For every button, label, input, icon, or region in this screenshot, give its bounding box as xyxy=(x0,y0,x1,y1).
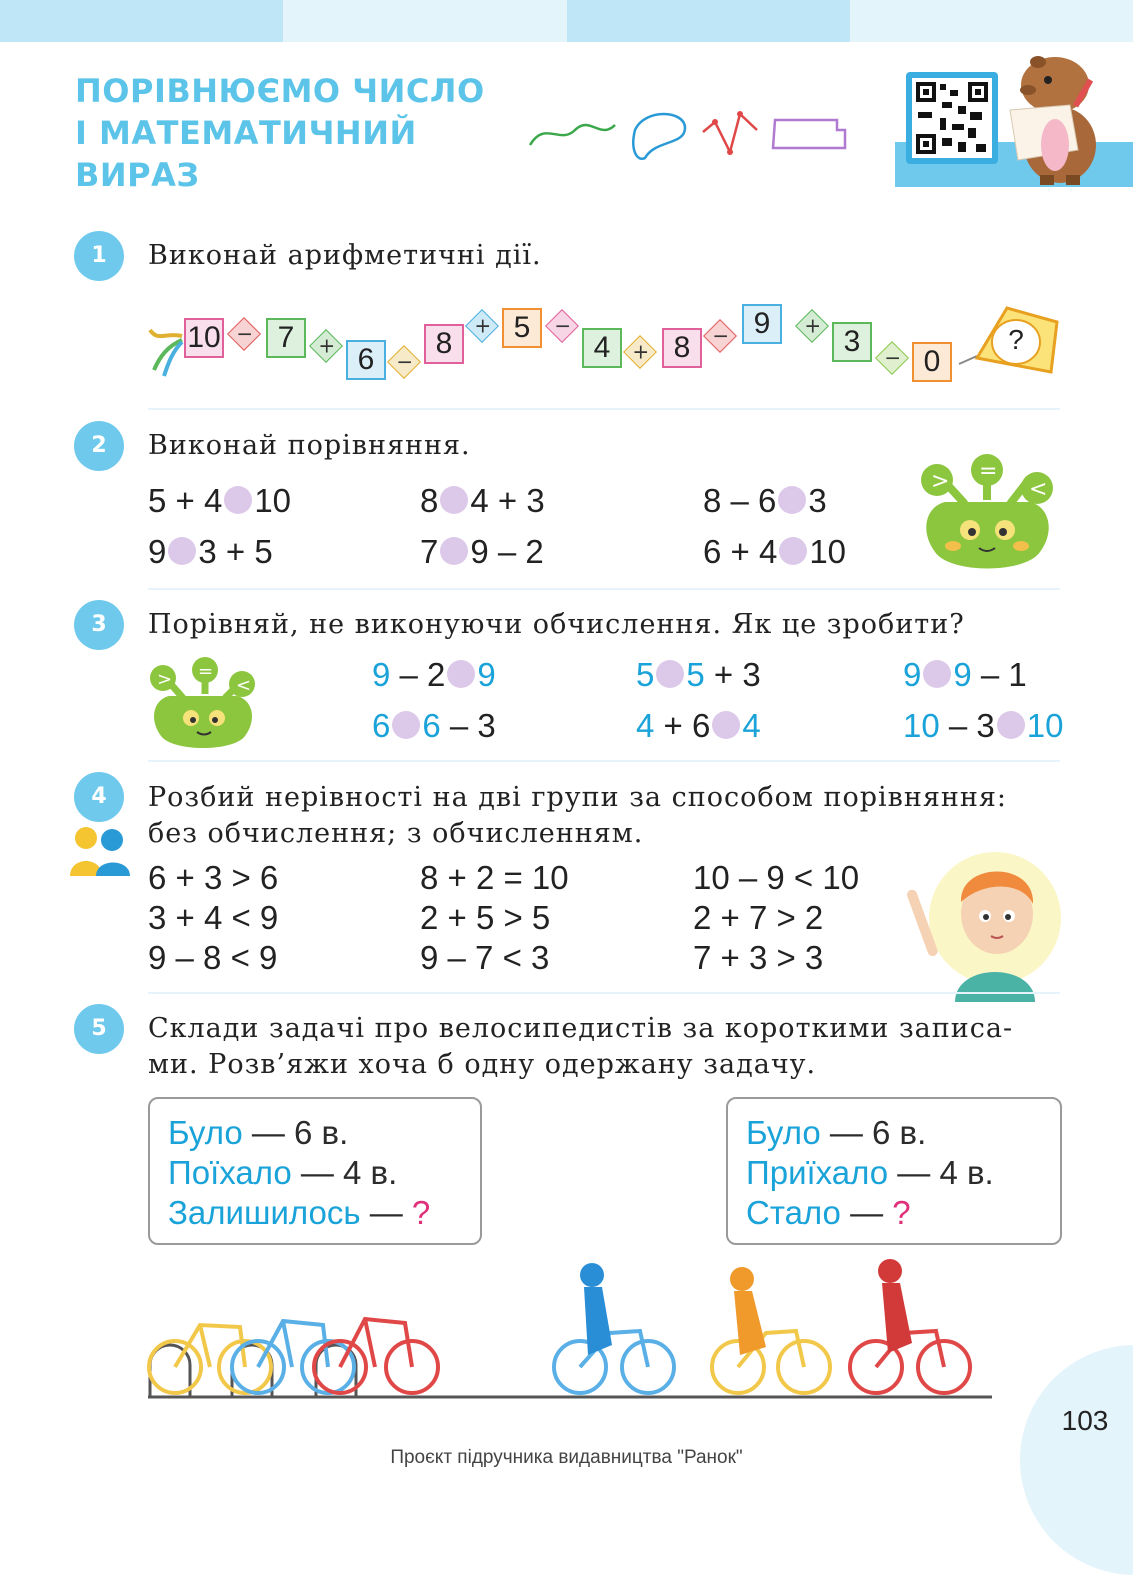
top-bar-segment xyxy=(567,0,850,42)
expr-left: 6 + 4 xyxy=(703,533,778,570)
compare-dot[interactable] xyxy=(224,486,252,514)
line-shapes-illustration xyxy=(525,100,855,170)
record-label: Приїхало xyxy=(746,1154,889,1191)
record-value: — 6 в. xyxy=(820,1114,927,1151)
expr-part: 9 xyxy=(903,656,922,693)
inequality-column xyxy=(693,858,859,978)
compare-dot[interactable] xyxy=(778,486,806,514)
instruction-line: Склади задачі про велосипедистів за короткими записа- xyxy=(148,1013,1014,1044)
expr-part: – 3 xyxy=(440,707,496,744)
inequality: 9 – 8 < 9 xyxy=(148,939,278,976)
task-number-badge: 1 xyxy=(74,231,124,281)
record-line xyxy=(746,1153,994,1193)
chain-operator-diamond xyxy=(795,309,829,343)
record-value: — xyxy=(360,1194,412,1231)
expr-left: 8 – 6 xyxy=(703,482,777,519)
chain-number-box: 9 xyxy=(742,304,782,344)
short-record-box-left xyxy=(148,1097,482,1245)
expr-part: 10 xyxy=(1026,707,1064,744)
comparison-expression xyxy=(636,706,761,746)
record-line xyxy=(168,1113,430,1153)
chain-operator-diamond xyxy=(309,329,343,363)
svg-text:=: = xyxy=(198,661,214,682)
record-label: Поїхало xyxy=(168,1154,292,1191)
record-label: Стало xyxy=(746,1194,841,1231)
inequality: 8 + 2 = 10 xyxy=(420,859,569,896)
title-line: І МАТЕМАТИЧНИЙ xyxy=(75,114,417,152)
expr-part: 4 xyxy=(742,707,761,744)
kite-question-mark: ? xyxy=(1008,324,1024,355)
compare-dot[interactable] xyxy=(656,660,684,688)
comparison-expression xyxy=(148,532,273,572)
top-bar-segment xyxy=(0,0,283,42)
comparison-expression xyxy=(636,655,761,695)
inequality: 6 + 3 > 6 xyxy=(148,859,279,896)
expr-part: 6 xyxy=(372,707,391,744)
section-divider xyxy=(148,992,1060,994)
green-monster-mascot-small-illustration xyxy=(145,654,260,750)
title-line: ВИРАЗ xyxy=(75,156,200,194)
comparison-expression xyxy=(420,481,545,521)
chain-operator: + xyxy=(474,313,492,338)
compare-dot[interactable] xyxy=(440,486,468,514)
svg-text:>: > xyxy=(157,669,173,690)
task-number-badge: 2 xyxy=(74,421,124,471)
expr-right: 4 + 3 xyxy=(470,482,545,519)
chain-operator: − xyxy=(396,349,414,374)
expr-part: 6 xyxy=(422,707,441,744)
expr-part: 9 xyxy=(372,656,391,693)
chain-number-box: 10 xyxy=(184,318,224,358)
comparison-expression xyxy=(703,532,846,572)
chain-number-box: 6 xyxy=(346,340,386,380)
qr-code-frame[interactable] xyxy=(906,72,998,164)
svg-text:>: > xyxy=(931,469,950,494)
record-line xyxy=(168,1193,430,1233)
chain-number-box: 7 xyxy=(266,318,306,358)
pair-work-icon xyxy=(68,826,132,878)
expr-left: 7 xyxy=(420,533,439,570)
cyclists-illustration xyxy=(140,1255,1000,1405)
record-label: Залишилось xyxy=(168,1194,361,1231)
task-instruction: Виконай арифметичні дії. xyxy=(148,240,542,271)
chain-number-box: 5 xyxy=(502,308,542,348)
instruction-line: без обчислення; з обчисленням. xyxy=(148,818,644,849)
expr-right: 10 xyxy=(809,533,847,570)
record-value: — 4 в. xyxy=(291,1154,398,1191)
chain-number-box: 8 xyxy=(424,324,464,364)
task-instruction: Виконай порівняння. xyxy=(148,430,471,461)
expr-part: 5 xyxy=(686,656,705,693)
record-value: — xyxy=(840,1194,893,1231)
compare-dot[interactable] xyxy=(779,537,807,565)
green-monster-mascot-illustration xyxy=(915,452,1060,574)
chain-operator: + xyxy=(318,333,336,358)
expr-left: 8 xyxy=(420,482,439,519)
chain-operator: − xyxy=(236,321,254,346)
record-line xyxy=(746,1193,994,1233)
chain-operator: + xyxy=(804,313,822,338)
expr-part: 10 xyxy=(903,707,940,744)
chain-operator: − xyxy=(884,345,902,370)
expr-part: + 6 xyxy=(654,707,711,744)
inequality: 2 + 7 > 2 xyxy=(693,899,824,936)
inequality: 3 + 4 < 9 xyxy=(148,899,279,936)
title-line: ПОРІВНЮЄМО ЧИСЛО xyxy=(75,72,485,110)
chain-operator-diamond xyxy=(387,345,421,379)
capybara-mascot-illustration xyxy=(1000,50,1115,190)
inequality-column xyxy=(148,858,278,978)
record-label: Було xyxy=(168,1114,243,1151)
inequality-column xyxy=(420,858,569,978)
comparison-expression xyxy=(903,655,1027,695)
comparison-expression xyxy=(903,706,1063,746)
task-instruction xyxy=(148,780,1007,852)
compare-dot[interactable] xyxy=(168,537,196,565)
section-divider xyxy=(148,588,1060,590)
top-bar-segment xyxy=(850,0,1133,42)
chain-number-box: 3 xyxy=(832,322,872,362)
compare-dot[interactable] xyxy=(712,711,740,739)
expr-part: 9 xyxy=(953,656,972,693)
chain-number-box: 4 xyxy=(582,328,622,368)
task-instruction xyxy=(148,1011,1013,1083)
section-divider xyxy=(148,408,1060,410)
task-number-badge: 5 xyxy=(74,1004,124,1054)
page-number: 103 xyxy=(1061,1405,1109,1436)
section-divider xyxy=(148,760,1060,762)
comparison-expression xyxy=(703,481,827,521)
instruction-line: Розбий нерівності на дві групи за способом порівняння: xyxy=(148,782,1007,813)
inequality: 9 – 7 < 3 xyxy=(420,939,550,976)
expr-right: 10 xyxy=(254,482,292,519)
task-number-badge: 4 xyxy=(74,772,124,822)
task-instruction: Порівняй, не виконуючи обчислення. Як це зробити? xyxy=(148,609,965,640)
chain-operator-diamond xyxy=(623,335,657,369)
qr-code-icon xyxy=(906,72,998,164)
expr-part: 9 xyxy=(477,656,496,693)
page-title xyxy=(75,70,485,196)
svg-text:=: = xyxy=(979,459,998,484)
expr-right: 3 + 5 xyxy=(198,533,273,570)
chain-number-box: 0 xyxy=(912,342,952,382)
record-label: Було xyxy=(746,1114,821,1151)
record-question-mark: ? xyxy=(411,1194,431,1231)
expr-part: – 3 xyxy=(939,707,995,744)
inequality: 2 + 5 > 5 xyxy=(420,899,551,936)
compare-dot[interactable] xyxy=(447,660,475,688)
instruction-line: ми. Розв’яжи хоча б одну одержану задачу. xyxy=(148,1049,817,1080)
record-value: — 4 в. xyxy=(888,1154,994,1191)
chain-operator-diamond xyxy=(875,341,909,375)
comparison-expression xyxy=(420,532,544,572)
comparison-expression xyxy=(372,706,496,746)
comparison-expression xyxy=(148,481,291,521)
footer-note: Проєкт підручника видавництва "Ранок" xyxy=(390,1447,743,1468)
top-bar-segment xyxy=(283,0,567,42)
expr-part: + 3 xyxy=(704,656,761,693)
expr-left: 9 xyxy=(148,533,167,570)
compare-dot[interactable] xyxy=(440,537,468,565)
expr-part: 5 xyxy=(636,656,655,693)
chain-operator: − xyxy=(554,313,572,338)
svg-text:<: < xyxy=(236,675,252,696)
expr-right: 3 xyxy=(808,482,827,519)
chain-number-box: 8 xyxy=(662,328,702,368)
chain-operator-diamond xyxy=(545,309,579,343)
expr-part: 4 xyxy=(636,707,655,744)
record-value: — 6 в. xyxy=(242,1114,349,1151)
kite-tail-ribbons-illustration xyxy=(146,322,186,378)
record-question-mark: ? xyxy=(892,1194,911,1231)
chain-operator-diamond xyxy=(465,309,499,343)
expr-right: 9 – 2 xyxy=(470,533,544,570)
compare-dot[interactable] xyxy=(923,660,951,688)
chain-operator-diamond xyxy=(227,317,261,351)
chain-operator-diamond xyxy=(703,319,737,353)
boy-pointing-illustration xyxy=(905,832,1065,1002)
compare-dot[interactable] xyxy=(392,711,420,739)
task-number-badge: 3 xyxy=(74,600,124,650)
expr-left: 5 + 4 xyxy=(148,482,223,519)
comparison-expression xyxy=(372,655,496,695)
compare-dot[interactable] xyxy=(997,711,1025,739)
chain-operator: − xyxy=(712,323,730,348)
svg-text:<: < xyxy=(1029,477,1048,502)
record-line xyxy=(746,1113,994,1153)
expr-part: – 2 xyxy=(390,656,446,693)
record-line xyxy=(168,1153,430,1193)
inequality: 10 – 9 < 10 xyxy=(693,859,860,896)
inequality: 7 + 3 > 3 xyxy=(693,939,824,976)
short-record-box-right xyxy=(726,1097,1062,1245)
chain-operator: + xyxy=(632,339,650,364)
expr-part: – 1 xyxy=(971,656,1027,693)
